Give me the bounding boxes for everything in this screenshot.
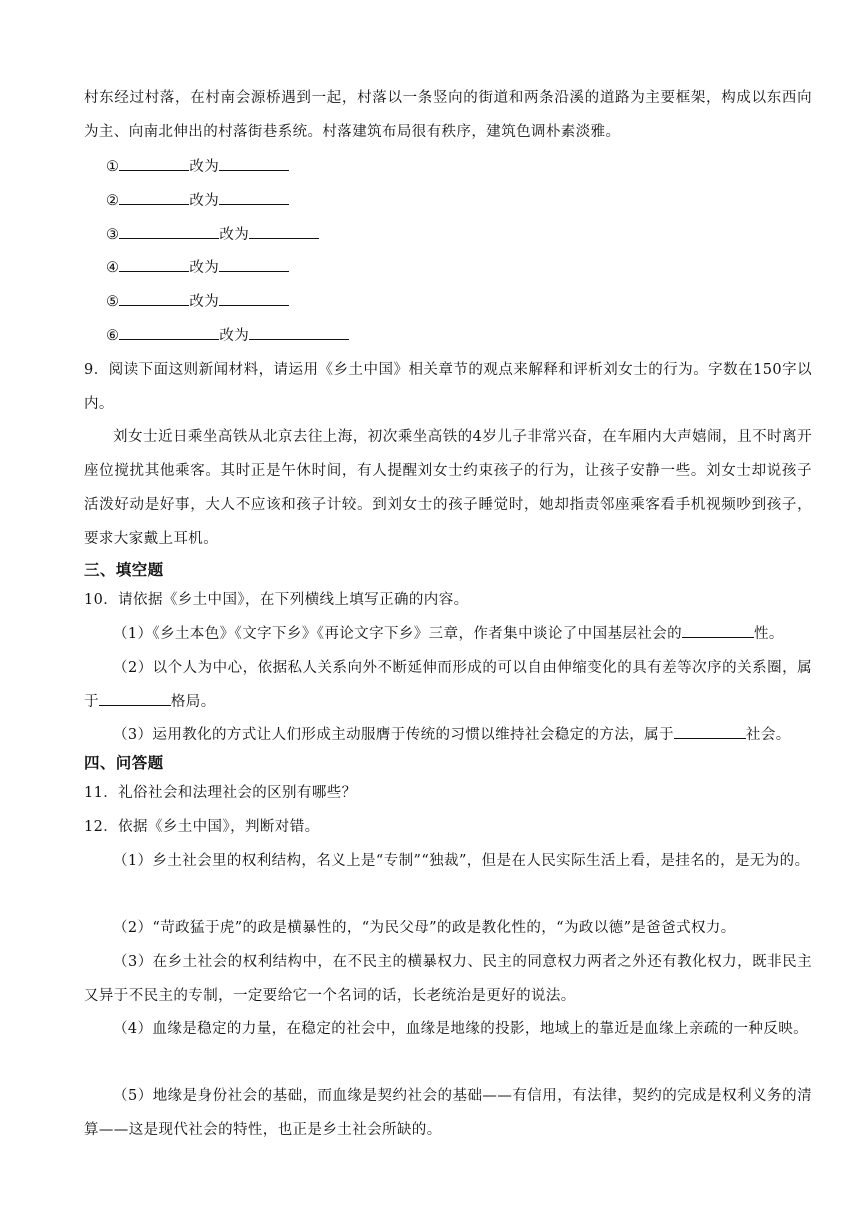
question-11: 11．礼俗社会和法理社会的区别有哪些？: [84, 785, 357, 801]
answer-blank[interactable]: [219, 152, 289, 171]
question-10-item-2: [84, 651, 812, 719]
correction-number: ⑥: [106, 328, 120, 344]
answer-blank[interactable]: [249, 321, 349, 340]
correction-word: 改为: [189, 159, 220, 175]
answer-blank[interactable]: [119, 321, 219, 340]
question-10-item-1: [84, 617, 812, 651]
correction-line-6: [106, 319, 349, 353]
answer-blank[interactable]: [119, 220, 219, 239]
correction-word: 改为: [219, 227, 250, 243]
item-text: 社会。: [745, 727, 791, 743]
answer-blank[interactable]: [682, 621, 754, 638]
question-12-stem: 12．依据《乡土中国》，判断对错。: [84, 819, 320, 835]
item-text: （3）运用教化的方式让人们形成主动服膺于传统的习惯以维持社会稳定的方法，属于: [113, 727, 674, 743]
question-10-stem: 10．请依据《乡土中国》，在下列横线上填写正确的内容。: [84, 592, 469, 608]
correction-line-4: [106, 251, 289, 285]
answer-blank[interactable]: [119, 152, 189, 171]
answer-blank[interactable]: [99, 689, 171, 706]
item-text: （1）《乡土本色》《文字下乡》《再论文字下乡》三章，作者集中谈论了中国基层社会的: [113, 626, 682, 642]
answer-blank[interactable]: [249, 220, 319, 239]
correction-number: ①: [106, 159, 120, 175]
correction-word: 改为: [189, 193, 220, 209]
question-9-stem: 9．阅读下面这则新闻材料，请运用《乡土中国》相关章节的观点来解释和评析刘女士的行为。字数在150字以内。: [84, 362, 812, 412]
question-12-item-2: （2）“苛政猛于虎”的政是横暴性的，“为民父母”的政是教化性的，“为政以德”是爸爸式权力。: [113, 920, 736, 936]
answer-blank[interactable]: [119, 186, 189, 205]
answer-blank[interactable]: [674, 722, 746, 739]
question-12-item-1: （1）乡土社会里的权利结构，名义上是“专制”“独裁”，但是在人民实际生活上看，是挂名的，是无为的。: [113, 853, 810, 869]
item-text: （2）以个人为中心，依据私人关系向外不断延伸而形成的可以自由伸缩变化的具有差等次序的关系圈，属于: [84, 660, 812, 710]
answer-blank[interactable]: [219, 253, 289, 272]
section-heading-qa: 四、问答题: [84, 754, 164, 772]
correction-line-5: [106, 285, 289, 319]
question-12-item-5: （5）地缘是身份社会的基础，而血缘是契约社会的基础——有信用，有法律，契约的完成是权利义务的清算——这是现代社会的特性，也正是乡土社会所缺的。: [84, 1088, 812, 1138]
answer-blank[interactable]: [219, 287, 289, 306]
section-heading-fill-in: 三、填空题: [84, 561, 164, 579]
correction-word: 改为: [189, 260, 220, 276]
correction-line-1: [106, 150, 289, 184]
question-10-item-3: [84, 718, 812, 752]
correction-number: ⑤: [106, 294, 120, 310]
correction-line-3: [106, 218, 319, 252]
item-text: 性。: [753, 626, 784, 642]
answer-blank[interactable]: [119, 253, 189, 272]
item-text: 格局。: [170, 694, 216, 710]
question-9-material: 刘女士近日乘坐高铁从北京去往上海，初次乘坐高铁的4岁儿子非常兴奋，在车厢内大声嬉闹，且不时离开座位搅扰其他乘客。其时正是午休时间，有人提醒刘女士约束孩子的行为，让孩子安静一些。刘女士却说孩子活泼好动是好事，大人不应该和孩子计较。到刘女士的孩子睡觉时，她却指责邻座乘客看手机视频吵到孩子，要求大家戴上耳机。: [84, 429, 812, 547]
correction-word: 改为: [219, 328, 250, 344]
correction-number: ④: [106, 260, 120, 276]
question-12-item-4: （4）血缘是稳定的力量，在稳定的社会中，血缘是地缘的投影，地域上的靠近是血缘上亲疏的一种反映。: [113, 1021, 809, 1037]
answer-blank[interactable]: [119, 287, 189, 306]
question-12-item-3: （3）在乡土社会的权利结构中，在不民主的横暴权力、民主的同意权力两者之外还有教化权力，既非民主又异于不民主的专制，一定要给它一个名词的话，长老统治是更好的说法。: [84, 954, 812, 1004]
answer-blank[interactable]: [219, 186, 289, 205]
correction-number: ②: [106, 193, 120, 209]
correction-line-2: [106, 184, 289, 218]
correction-number: ③: [106, 227, 120, 243]
passage-continuation: 村东经过村落，在村南会源桥遇到一起，村落以一条竖向的街道和两条沿溪的道路为主要框架，构成以东西向为主、向南北伸出的村落街巷系统。村落建筑布局很有秩序，建筑色调朴素淡雅。: [84, 90, 812, 140]
correction-word: 改为: [189, 294, 220, 310]
